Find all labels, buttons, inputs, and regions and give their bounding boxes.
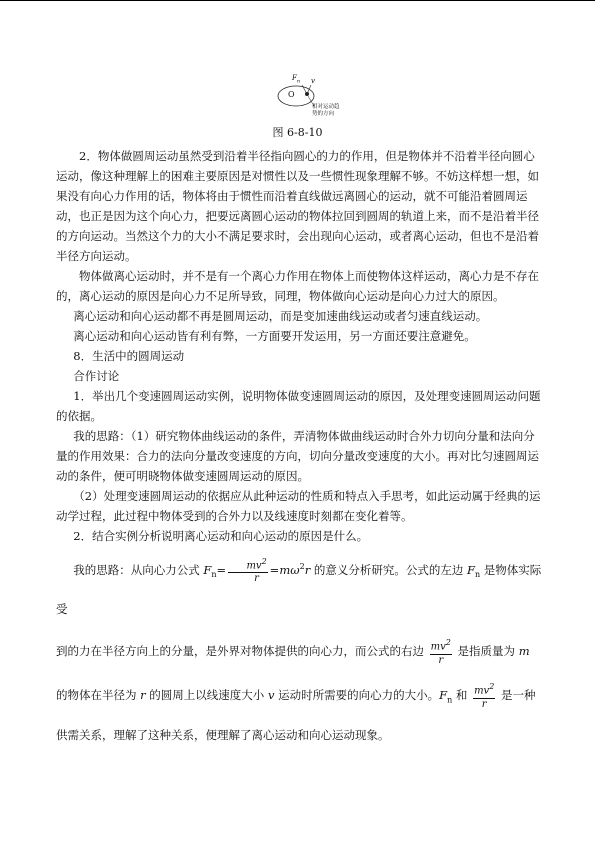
figure-svg bbox=[270, 72, 350, 120]
body-text bbox=[56, 146, 546, 745]
fraction-mv2-r-2: $\frac{mv^2}{r}$ bbox=[430, 638, 451, 666]
discussion-label: 合作讨论 bbox=[73, 369, 120, 383]
top-rule bbox=[0, 0, 595, 1]
question-1: 1．举出几个变速圆周运动实例，说明物体做变速圆周运动的原因，及处理变速圆周运动问题的依据。 bbox=[56, 389, 541, 423]
answer-1-part-2: （2）处理变速圆周运动的依据应从此种运动的性质和特点入手思考，如此运动属于经典的运动学过程，此过程中物体受到的合外力以及线速度时刻都在变化着等。 bbox=[56, 489, 541, 523]
label-v: v bbox=[311, 77, 315, 85]
question-2: 2．结合实例分析说明离心运动和向心运动的原因是什么。 bbox=[73, 529, 369, 543]
note-line1: 相对运动趋 bbox=[312, 104, 340, 110]
answer-2-line-2: 到的力在半径方向上的分量，是外界对物体提供的向心力，而公式的右边 $\frac{mv^2}{r}$ 是指质量为 m bbox=[56, 638, 530, 666]
answer-2-line-3: 的物体在半径为 r 的圆周上以线速度大小 v 运动时所需要的向心力的大小。$F_n$ 和 $\frac{mv^2}{r}$ 是一种 bbox=[56, 682, 536, 710]
figure-caption: 图 6-8-10 bbox=[272, 126, 323, 139]
paragraph-2: 物体做离心运动时，并不是有一个离心力作用在物体上而使物体这样运动，离心力是不存在的，离心运动的原因是向心力不足所导致，同理，物体做向心运动是向心力过大的原因。 bbox=[56, 269, 539, 303]
fraction-mv2-r: $\frac{mv^2}{r}$ bbox=[228, 556, 267, 585]
force-arrow bbox=[302, 85, 307, 94]
circular-motion-figure bbox=[270, 72, 350, 120]
section-heading: 8．生活中的圆周运动 bbox=[73, 349, 185, 363]
paragraph-1: 2．物体做圆周运动虽然受到沿着半径指向圆心的力的作用，但是物体并不沿着半径向圆心运动，像这种理解上的困难主要原因是对惯性以及一些惯性现象理解不够。不妨这样想一想，如果没有向心力作用的话，物体将由于惯性而沿着直线做远离圆心的运动，就不可能沿着圆周运动，也正是因为这个向心力，把要远离圆心运动的物体拉回到圆周的轨道上来，而不是沿着半径的方向运动。当然这个力的大小不满足要求时，会出现向心运动，或者离心运动，但也不是沿着半径方向运动。 bbox=[56, 149, 539, 263]
paragraph-4: 离心运动和向心运动皆有利有弊，一方面要开发运用，另一方面还要注意避免。 bbox=[73, 329, 476, 343]
answer-1-part-1: 我的思路：（1）研究物体曲线运动的条件，弄清物体做曲线运动时合外力切向分量和法向分量的作用效果：合力的法向分量改变速度的方向，切向分量改变速度的大小。再对比匀速圆周运动的条件，便可明晓物体做变速圆周运动的原因。 bbox=[56, 429, 539, 483]
answer-2-line-1: 我的思路：从向心力公式 $F_n=$ $\frac{mv^2}{r}$ $=m\omega^2r$ 的意义分析研究。公式的左边 $F_n$ 是物体实际受 bbox=[56, 557, 542, 617]
fraction-mv2-r-3: $\frac{mv^2}{r}$ bbox=[474, 682, 495, 710]
answer-2-line-4: 供需关系，理解了这种关系，便理解了离心运动和向心运动现象。 bbox=[56, 728, 390, 743]
label-o: O bbox=[288, 90, 295, 99]
label-fn: $F_n$ bbox=[292, 74, 301, 85]
note-line2: 势的方向 bbox=[312, 111, 335, 117]
paragraph-3: 离心运动和向心运动都不再是圆周运动，而是变加速曲线运动或者匀速直线运动。 bbox=[73, 309, 488, 323]
orbit-ellipse bbox=[278, 86, 314, 106]
